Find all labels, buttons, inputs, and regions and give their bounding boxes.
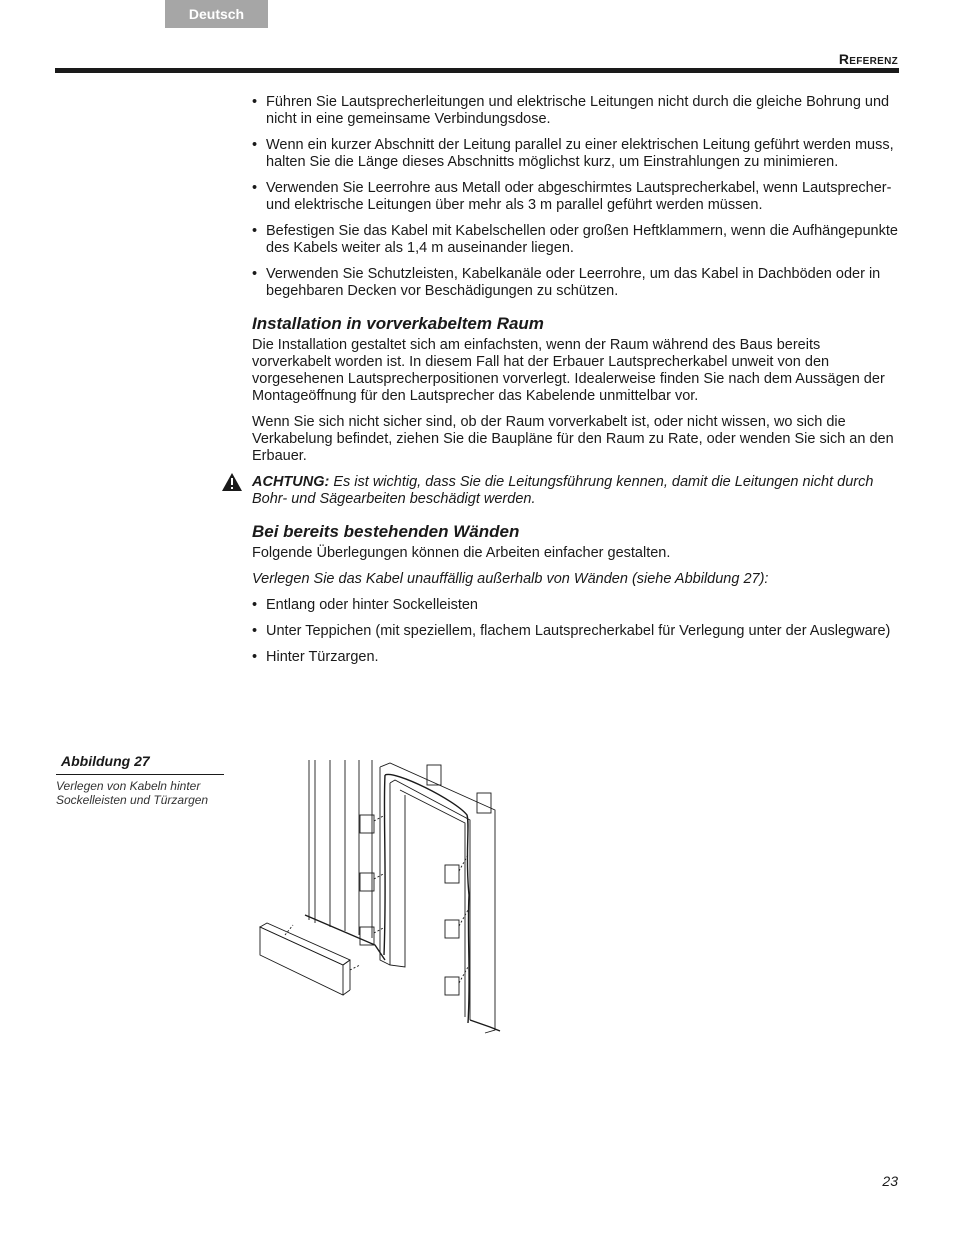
list-item: • Verwenden Sie Schutzleisten, Kabelkanäle oder Leerrohre, um das Kabel in Dachböden oder in begehbaren Decken vor Beschädigungen zu schützen.: [252, 266, 900, 300]
header-rule: [55, 68, 899, 73]
warning-icon: [221, 472, 243, 492]
paragraph: Die Installation gestaltet sich am einfachsten, wenn der Raum während des Baus bereits vorverkabelt worden ist. In diesem Fall hat der Erbauer Lautsprecherkabel unweit von den vorgesehenen Lautsprecherpositionen vorverlegt. Idealerweise finden Sie nach dem Aussägen der Montageöffnung für den Lautsprecher das Kabelende unmittelbar vor.: [252, 337, 885, 404]
paragraph-italic: Verlegen Sie das Kabel unauffällig außerhalb von Wänden (siehe Abbildung 27):: [252, 571, 769, 587]
page-number: 23: [882, 1173, 898, 1189]
caution-text: Es ist wichtig, dass Sie die Leitungsführung kennen, damit die Leitungen nicht durch Bohr- und Sägearbeiten beschädigt werden.: [252, 474, 874, 507]
section-heading: Installation in vorverkabeltem Raum: [252, 314, 544, 333]
paragraph: Folgende Überlegungen können die Arbeiten einfacher gestalten.: [252, 545, 671, 561]
paragraph: Wenn Sie sich nicht sicher sind, ob der Raum vorverkabelt ist, oder nicht wissen, wo sich die Verkabelung befindet, ziehen Sie die Baupläne für den Raum zu Rate, oder wenden Sie sich an den Erbauer.: [252, 414, 894, 464]
figure-label: [56, 753, 224, 775]
list-item: • Entlang oder hinter Sockelleisten: [252, 597, 900, 614]
list-item: • Verwenden Sie Leerrohre aus Metall oder abgeschirmtes Lautsprecherkabel, wenn Lautsprecher- und elektrische Leitungen über mehr als 3 m parallel geführt werden müssen.: [252, 180, 900, 214]
figure-caption: Verlegen von Kabeln hinter Sockelleisten und Türzargen: [56, 779, 209, 807]
caution-note: [252, 474, 900, 508]
cable-routing-illustration: [255, 755, 515, 1040]
bullet-list-walls: [252, 597, 900, 666]
main-content: [252, 94, 900, 675]
language-tab: Deutsch: [165, 0, 268, 28]
caution-label: ACHTUNG:: [252, 474, 330, 490]
bullet-list-top: [252, 94, 900, 300]
list-item: • Unter Teppichen (mit speziellem, flachem Lautsprecherkabel für Verlegung unter der Auslegware): [252, 623, 900, 640]
list-item: • Befestigen Sie das Kabel mit Kabelschellen oder großen Heftklammern, wenn die Aufhängepunkte des Kabels weiter als 1,4 m auseinander liegen.: [252, 223, 900, 257]
list-item: • Hinter Türzargen.: [252, 649, 900, 666]
figure-title: Abbildung 27: [61, 753, 150, 769]
list-item: • Führen Sie Lautsprecherleitungen und elektrische Leitungen nicht durch die gleiche Bohrung und nicht in eine gemeinsame Verbindungsdose.: [252, 94, 900, 128]
section-heading: Bei bereits bestehenden Wänden: [252, 522, 520, 541]
list-item: • Wenn ein kurzer Abschnitt der Leitung parallel zu einer elektrischen Leitung geführt werden muss, halten Sie die Länge dieses Abschnitts möglichst kurz, um Einstrahlungen zu minimieren.: [252, 137, 900, 171]
section-header: Referenz: [838, 51, 898, 67]
